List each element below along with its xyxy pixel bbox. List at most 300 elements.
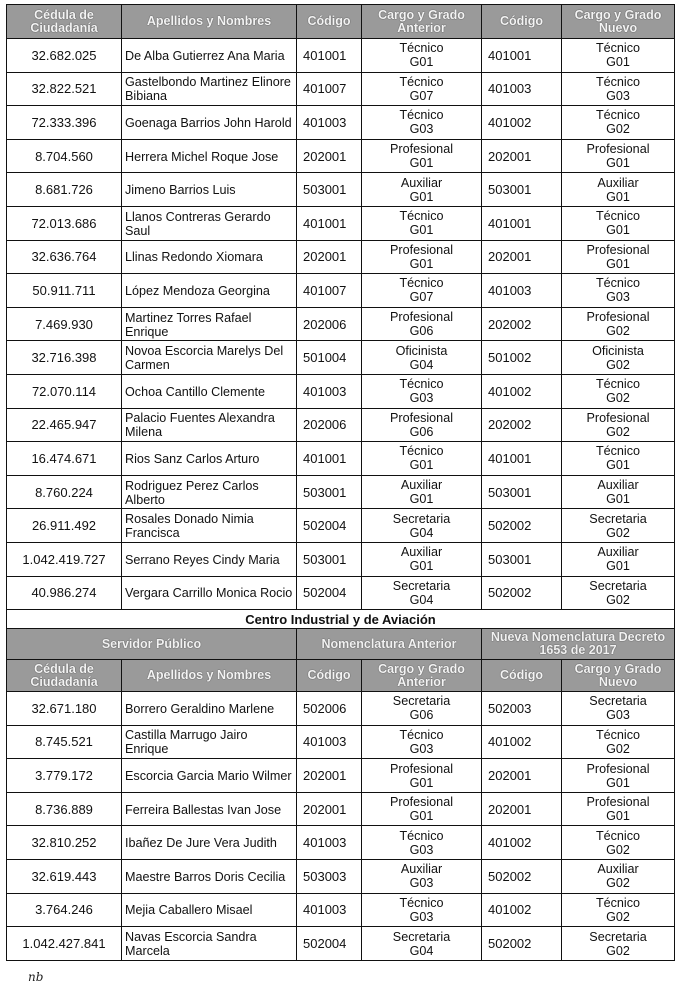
grado-label: G03 (606, 88, 630, 103)
codigo-nuevo-text: 401001 (488, 450, 532, 466)
cedula-cell (7, 692, 122, 726)
codigo-nuevo-text: 502002 (488, 936, 532, 952)
grado-label: G03 (409, 741, 434, 756)
cedula-cell (7, 759, 122, 793)
grado-label: G02 (606, 943, 630, 958)
cedula-text: 8.736.889 (35, 801, 93, 817)
cargo-anterior-cell (362, 576, 482, 610)
table-row (7, 72, 675, 106)
header-nombres: Apellidos y Nombres (122, 5, 297, 39)
cargo-label: Técnico (595, 895, 641, 910)
grado-label: G01 (409, 256, 434, 271)
cedula-text: 1.042.419.727 (22, 551, 106, 567)
cargo-nuevo-cell (562, 692, 675, 726)
cedula-text: 1.042.427.841 (22, 936, 106, 952)
cargo-anterior-cell (362, 826, 482, 860)
grado-label: G07 (409, 88, 434, 103)
codigo-nuevo-cell (482, 927, 562, 961)
cedula-text: 72.333.396 (31, 114, 97, 130)
grado-label: G01 (606, 189, 630, 204)
cargo-label: Técnico (399, 727, 444, 742)
grado-label: G02 (606, 909, 630, 924)
table-row (7, 826, 675, 860)
name-cell (122, 341, 297, 375)
personnel-table (6, 4, 675, 961)
group-anterior: Nomenclatura Anterior (297, 629, 482, 660)
group-servidor: Servidor Público (7, 629, 297, 660)
cedula-text: 32.619.443 (31, 868, 97, 884)
name-text: Rodriguez Perez Carlos Alberto (125, 478, 259, 507)
codigo-anterior-text: 401001 (303, 450, 347, 466)
cargo-nuevo-cell (562, 759, 675, 793)
cargo-label: Profesional (389, 142, 453, 157)
cargo-nuevo-cell (562, 39, 675, 73)
cargo-label: Profesional (586, 242, 650, 257)
cargo-nuevo-cell (562, 860, 675, 894)
grado-label: G02 (606, 122, 630, 137)
name-cell (122, 692, 297, 726)
name-cell (122, 307, 297, 341)
name-text: Herrera Michel Roque Jose (125, 149, 279, 164)
cargo-label: Auxiliar (400, 545, 443, 560)
codigo-anterior-cell (297, 893, 362, 927)
header-codigo-nuevo: Código (482, 5, 562, 39)
codigo-anterior-cell (297, 692, 362, 726)
cargo-label: Auxiliar (597, 862, 639, 877)
cedula-text: 72.070.114 (31, 383, 97, 399)
cargo-nuevo-cell (562, 274, 675, 308)
cargo-label: Secretaria (589, 929, 647, 944)
codigo-anterior-text: 502004 (303, 585, 347, 601)
codigo-anterior-cell (297, 725, 362, 759)
codigo-nuevo-cell (482, 792, 562, 826)
codigo-anterior-text: 401003 (303, 902, 347, 918)
cargo-label: Profesional (586, 795, 650, 810)
codigo-nuevo-cell (482, 759, 562, 793)
codigo-nuevo-text: 502002 (488, 585, 532, 601)
name-text: Jimeno Barrios Luis (125, 183, 236, 198)
codigo-nuevo-text: 202001 (488, 768, 532, 784)
grado-label: G01 (409, 559, 434, 574)
codigo-nuevo-text: 502002 (488, 868, 532, 884)
cedula-cell (7, 408, 122, 442)
cargo-nuevo-cell (562, 139, 675, 173)
codigo-anterior-cell (297, 475, 362, 509)
table-row (7, 927, 675, 961)
cargo-label: Auxiliar (597, 175, 639, 190)
codigo-anterior-cell (297, 442, 362, 476)
name-text: Maestre Barros Doris Cecilia (125, 869, 286, 884)
grado-label: G07 (409, 290, 434, 305)
table-row (7, 173, 675, 207)
table-row (7, 307, 675, 341)
header-cedula: Cédula de Ciudadanía (7, 660, 122, 692)
table-row (7, 725, 675, 759)
header-cargo-anterior: Cargo y Grado Anterior (362, 660, 482, 692)
codigo-anterior-cell (297, 576, 362, 610)
name-cell (122, 106, 297, 140)
codigo-anterior-text: 503003 (303, 868, 347, 884)
name-cell (122, 927, 297, 961)
cedula-text: 8.760.224 (35, 484, 93, 500)
codigo-anterior-cell (297, 408, 362, 442)
cargo-label: Auxiliar (400, 175, 443, 190)
codigo-anterior-cell (297, 542, 362, 576)
cedula-text: 40.986.274 (31, 585, 97, 601)
codigo-nuevo-text: 202002 (488, 417, 532, 433)
table-row (7, 576, 675, 610)
grado-label: G01 (409, 189, 434, 204)
cargo-label: Oficinista (592, 343, 644, 358)
codigo-nuevo-text: 202001 (488, 249, 532, 265)
codigo-anterior-cell (297, 274, 362, 308)
cargo-anterior-cell (362, 307, 482, 341)
cargo-anterior-cell (362, 72, 482, 106)
cargo-label: Técnico (399, 828, 444, 843)
cargo-anterior-cell (362, 792, 482, 826)
codigo-nuevo-cell (482, 826, 562, 860)
codigo-nuevo-cell (482, 240, 562, 274)
codigo-anterior-cell (297, 927, 362, 961)
cargo-label: Técnico (595, 108, 641, 123)
grado-label: G06 (409, 708, 434, 723)
grado-label: G02 (606, 357, 630, 372)
name-text: Rosales Donado Nimia Francisca (125, 512, 254, 541)
grado-label: G02 (606, 842, 630, 857)
cargo-label: Técnico (595, 276, 641, 291)
cargo-label: Profesional (389, 310, 453, 325)
document-page (6, 4, 674, 984)
cedula-text: 8.704.560 (35, 148, 93, 164)
name-text: Goenaga Barrios John Harold (125, 115, 292, 130)
grado-label: G01 (606, 492, 630, 507)
codigo-nuevo-text: 401002 (488, 902, 532, 918)
name-cell (122, 442, 297, 476)
cedula-cell (7, 576, 122, 610)
codigo-nuevo-text: 202001 (488, 148, 532, 164)
cargo-label: Técnico (595, 41, 641, 56)
codigo-nuevo-text: 401002 (488, 383, 532, 399)
name-text: Martinez Torres Rafael Enrique (125, 310, 252, 339)
cargo-anterior-cell (362, 39, 482, 73)
cedula-cell (7, 893, 122, 927)
cargo-nuevo-cell (562, 927, 675, 961)
name-cell (122, 725, 297, 759)
codigo-anterior-cell (297, 240, 362, 274)
cedula-text: 8.681.726 (35, 182, 93, 198)
codigo-anterior-cell (297, 509, 362, 543)
codigo-anterior-cell (297, 307, 362, 341)
cedula-cell (7, 826, 122, 860)
cedula-text: 3.779.172 (35, 768, 93, 784)
name-cell (122, 576, 297, 610)
cargo-label: Técnico (399, 74, 444, 89)
table-row (7, 274, 675, 308)
grado-label: G01 (606, 809, 630, 824)
name-text: Ibañez De Jure Vera Judith (125, 836, 277, 851)
codigo-anterior-text: 401001 (303, 47, 347, 63)
cargo-nuevo-cell (562, 173, 675, 207)
cedula-cell (7, 927, 122, 961)
codigo-anterior-cell (297, 759, 362, 793)
grado-label: G04 (409, 943, 434, 958)
cargo-anterior-cell (362, 759, 482, 793)
codigo-anterior-text: 202001 (303, 768, 347, 784)
name-text: López Mendoza Georgina (125, 283, 270, 298)
cedula-cell (7, 442, 122, 476)
codigo-nuevo-cell (482, 106, 562, 140)
cedula-cell (7, 240, 122, 274)
name-cell (122, 475, 297, 509)
codigo-anterior-text: 502004 (303, 518, 347, 534)
name-cell (122, 274, 297, 308)
cargo-anterior-cell (362, 139, 482, 173)
codigo-anterior-text: 401001 (303, 215, 347, 231)
codigo-anterior-cell (297, 206, 362, 240)
name-text: Castilla Marrugo Jairo Enrique (125, 728, 248, 757)
codigo-nuevo-text: 401002 (488, 835, 532, 851)
cargo-nuevo-cell (562, 72, 675, 106)
cedula-text: 3.764.246 (35, 902, 93, 918)
codigo-nuevo-text: 503001 (488, 182, 532, 198)
cargo-nuevo-cell (562, 240, 675, 274)
codigo-nuevo-text: 401002 (488, 734, 532, 750)
cedula-text: 8.745.521 (35, 734, 93, 750)
cargo-label: Profesional (586, 142, 650, 157)
grado-label: G01 (606, 156, 630, 171)
cargo-nuevo-cell (562, 442, 675, 476)
header-cargo-nuevo: Cargo y Grado Nuevo (562, 5, 675, 39)
cargo-nuevo-cell (562, 341, 675, 375)
cargo-anterior-cell (362, 692, 482, 726)
grado-label: G01 (409, 492, 434, 507)
codigo-nuevo-cell (482, 374, 562, 408)
cargo-anterior-cell (362, 274, 482, 308)
codigo-nuevo-text: 401001 (488, 215, 532, 231)
table-row (7, 893, 675, 927)
name-cell (122, 792, 297, 826)
cedula-text: 32.682.025 (31, 47, 97, 63)
table-row (7, 542, 675, 576)
codigo-anterior-text: 401003 (303, 114, 347, 130)
cargo-label: Profesional (389, 795, 453, 810)
header-cedula: Cédula de Ciudadanía (7, 5, 122, 39)
cedula-cell (7, 206, 122, 240)
header-codigo-nuevo: Código (482, 660, 562, 692)
cargo-label: Profesional (586, 310, 650, 325)
cargo-anterior-cell (362, 408, 482, 442)
grado-label: G03 (409, 876, 434, 891)
name-cell (122, 860, 297, 894)
table-row (7, 692, 675, 726)
codigo-anterior-cell (297, 72, 362, 106)
cedula-cell (7, 39, 122, 73)
cedula-cell (7, 475, 122, 509)
codigo-nuevo-cell (482, 860, 562, 894)
codigo-nuevo-text: 401001 (488, 47, 532, 63)
grado-label: G01 (606, 55, 630, 70)
name-text: Llinas Redondo Xiomara (125, 250, 263, 265)
cedula-text: 26.911.492 (31, 518, 97, 534)
cedula-text: 32.822.521 (31, 81, 97, 97)
header-cargo-nuevo: Cargo y Grado Nuevo (562, 660, 675, 692)
codigo-nuevo-cell (482, 72, 562, 106)
table-row (7, 509, 675, 543)
grado-label: G01 (606, 775, 630, 790)
cargo-anterior-cell (362, 860, 482, 894)
name-text: Llanos Contreras Gerardo Saul (125, 209, 271, 238)
table-row (7, 374, 675, 408)
cargo-label: Técnico (399, 444, 444, 459)
handwritten-mark: nb (28, 970, 44, 984)
codigo-anterior-cell (297, 860, 362, 894)
codigo-nuevo-cell (482, 408, 562, 442)
cargo-label: Profesional (389, 242, 453, 257)
name-cell (122, 72, 297, 106)
codigo-nuevo-cell (482, 576, 562, 610)
cargo-anterior-cell (362, 240, 482, 274)
cargo-nuevo-cell (562, 475, 675, 509)
grado-label: G04 (409, 357, 434, 372)
name-cell (122, 374, 297, 408)
cargo-label: Profesional (586, 410, 650, 425)
codigo-nuevo-text: 503001 (488, 551, 532, 567)
cargo-nuevo-cell (562, 792, 675, 826)
grado-label: G01 (606, 559, 630, 574)
grado-label: G01 (606, 458, 630, 473)
grado-label: G02 (606, 525, 630, 540)
codigo-anterior-text: 502006 (303, 700, 347, 716)
name-cell (122, 173, 297, 207)
cedula-text: 32.671.180 (31, 700, 97, 716)
cargo-label: Oficinista (395, 343, 448, 358)
grado-label: G03 (409, 909, 434, 924)
cargo-label: Técnico (399, 108, 444, 123)
codigo-nuevo-cell (482, 475, 562, 509)
cargo-nuevo-cell (562, 408, 675, 442)
codigo-anterior-text: 401003 (303, 835, 347, 851)
grado-label: G01 (409, 156, 434, 171)
table-row (7, 792, 675, 826)
cargo-nuevo-cell (562, 826, 675, 860)
codigo-anterior-text: 202001 (303, 801, 347, 817)
section-title: Centro Industrial y de Aviación (7, 610, 675, 629)
grado-label: G01 (409, 809, 434, 824)
cedula-cell (7, 307, 122, 341)
cedula-cell (7, 374, 122, 408)
cedula-cell (7, 274, 122, 308)
cargo-anterior-cell (362, 542, 482, 576)
cargo-anterior-cell (362, 173, 482, 207)
codigo-anterior-text: 501004 (303, 350, 347, 366)
codigo-anterior-cell (297, 792, 362, 826)
name-text: Vergara Carrillo Monica Rocio (125, 586, 293, 601)
grado-label: G03 (409, 842, 434, 857)
codigo-nuevo-text: 502003 (488, 700, 532, 716)
cargo-label: Técnico (595, 74, 641, 89)
grado-label: G02 (606, 876, 630, 891)
codigo-anterior-cell (297, 39, 362, 73)
grado-label: G02 (606, 592, 630, 607)
cargo-label: Técnico (399, 377, 444, 392)
name-text: Rios Sanz Carlos Arturo (125, 451, 260, 466)
cargo-anterior-cell (362, 106, 482, 140)
table-row (7, 759, 675, 793)
cargo-label: Técnico (595, 377, 641, 392)
codigo-anterior-text: 503001 (303, 551, 347, 567)
name-text: Ferreira Ballestas Ivan Jose (125, 802, 282, 817)
cargo-label: Secretaria (392, 929, 451, 944)
grado-label: G02 (606, 741, 630, 756)
column-header-row (7, 660, 675, 692)
section-title-row (7, 610, 675, 629)
codigo-nuevo-cell (482, 173, 562, 207)
cargo-label: Auxiliar (597, 478, 639, 493)
cargo-nuevo-cell (562, 206, 675, 240)
table-row (7, 408, 675, 442)
name-text: Gastelbondo Martinez Elinore Bibiana (125, 75, 291, 104)
grado-label: G02 (606, 324, 630, 339)
cargo-nuevo-cell (562, 307, 675, 341)
table-row (7, 206, 675, 240)
grado-label: G06 (409, 324, 434, 339)
name-text: Novoa Escorcia Marelys Del Carmen (125, 344, 284, 373)
codigo-anterior-text: 401003 (303, 734, 347, 750)
cargo-nuevo-cell (562, 893, 675, 927)
cargo-label: Auxiliar (597, 545, 639, 560)
grado-label: G01 (606, 223, 630, 238)
column-header-row (7, 5, 675, 39)
cargo-label: Secretaria (589, 511, 647, 526)
cargo-label: Técnico (595, 209, 641, 224)
name-text: Borrero Geraldino Marlene (125, 701, 275, 716)
codigo-anterior-cell (297, 106, 362, 140)
codigo-nuevo-cell (482, 307, 562, 341)
cargo-label: Técnico (399, 895, 444, 910)
cedula-cell (7, 139, 122, 173)
codigo-nuevo-cell (482, 725, 562, 759)
grado-label: G01 (409, 55, 434, 70)
codigo-nuevo-cell (482, 509, 562, 543)
codigo-anterior-text: 401007 (303, 282, 347, 298)
codigo-anterior-text: 503001 (303, 484, 347, 500)
cargo-anterior-cell (362, 206, 482, 240)
cargo-anterior-cell (362, 374, 482, 408)
cargo-nuevo-cell (562, 106, 675, 140)
codigo-anterior-cell (297, 173, 362, 207)
grado-label: G04 (409, 592, 434, 607)
codigo-nuevo-text: 501002 (488, 350, 532, 366)
cargo-label: Auxiliar (400, 862, 443, 877)
name-text: Palacio Fuentes Alexandra Milena (125, 411, 275, 440)
cargo-label: Técnico (595, 828, 641, 843)
cargo-label: Secretaria (589, 694, 647, 709)
cargo-nuevo-cell (562, 374, 675, 408)
cargo-label: Técnico (595, 727, 641, 742)
cedula-text: 50.911.711 (32, 282, 96, 298)
grado-label: G01 (409, 223, 434, 238)
codigo-nuevo-cell (482, 274, 562, 308)
table-row (7, 139, 675, 173)
cedula-cell (7, 509, 122, 543)
codigo-nuevo-cell (482, 206, 562, 240)
codigo-anterior-cell (297, 826, 362, 860)
codigo-nuevo-text: 401003 (488, 81, 532, 97)
codigo-nuevo-text: 202002 (488, 316, 532, 332)
codigo-anterior-cell (297, 374, 362, 408)
cedula-text: 22.465.947 (31, 417, 97, 433)
name-text: Mejia Caballero Misael (125, 903, 253, 918)
